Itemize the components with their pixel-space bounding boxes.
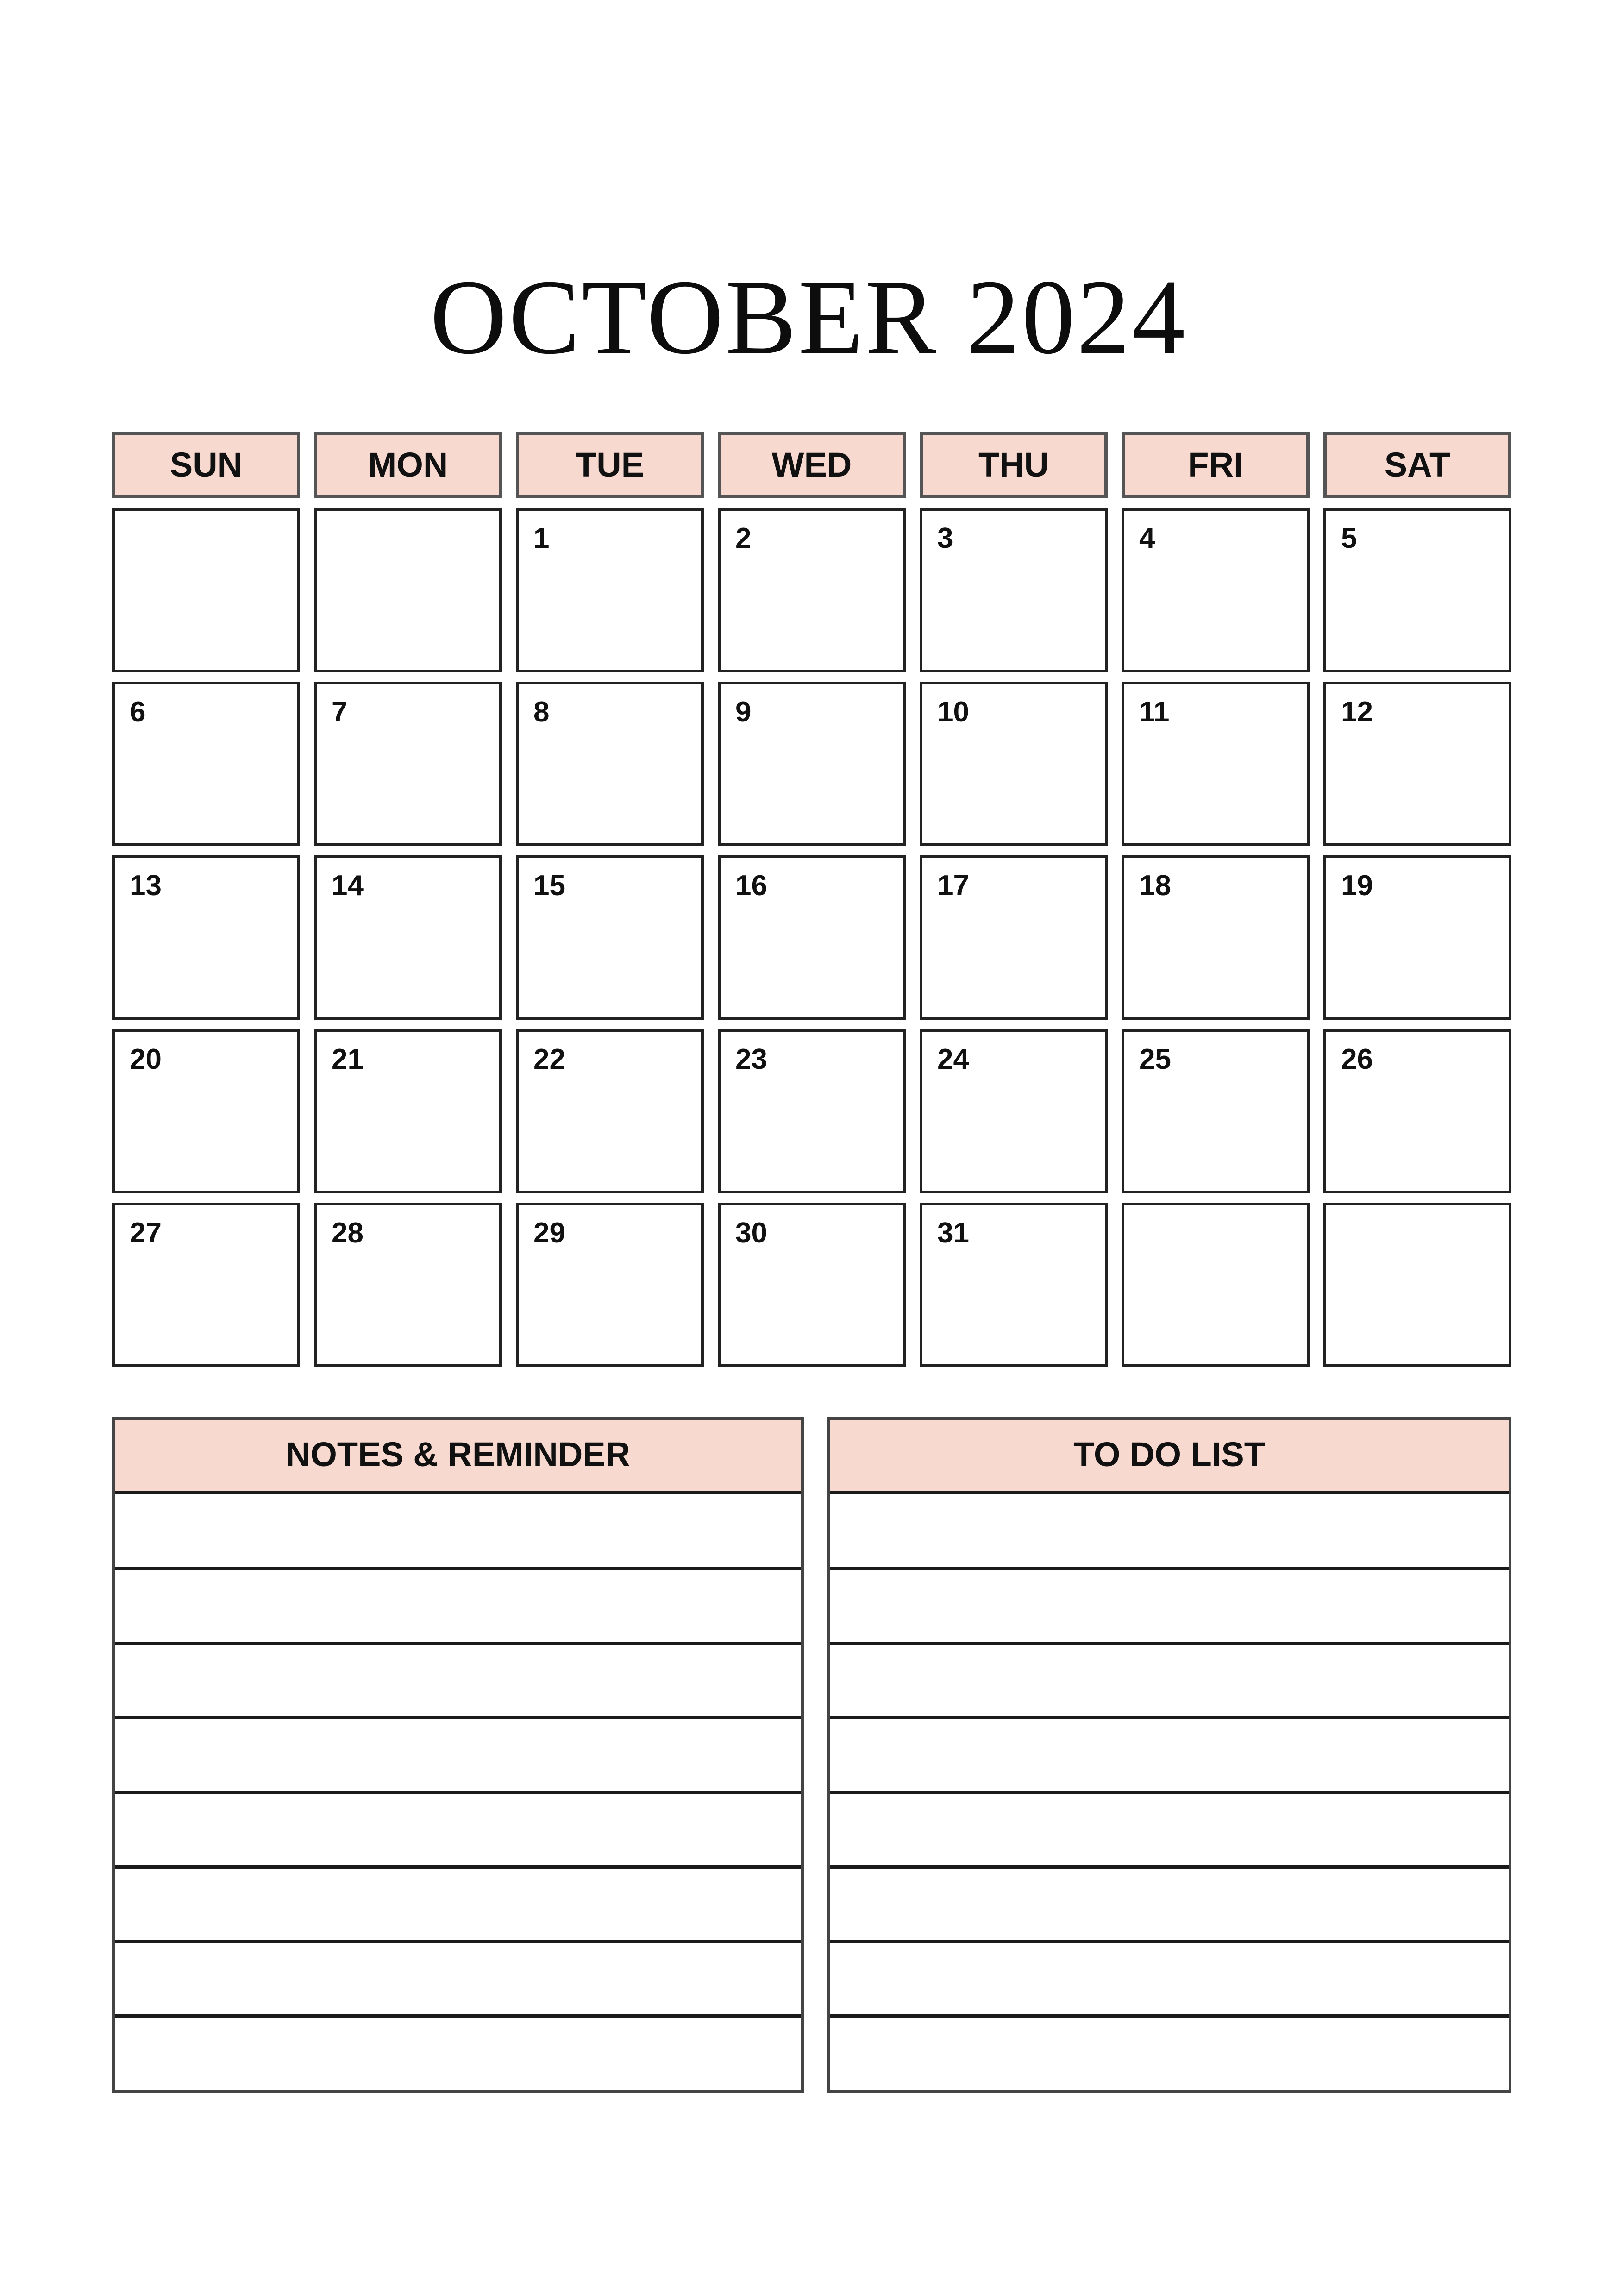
day-number: 15 [533,870,565,902]
notes-header: NOTES & REMINDER [115,1420,801,1494]
day-cell[interactable] [1323,1203,1511,1367]
day-number: 13 [130,870,162,902]
day-number: 29 [533,1217,565,1249]
day-cell[interactable] [314,682,502,846]
day-cell[interactable] [718,855,906,1020]
notes-line[interactable] [115,2014,801,2018]
day-number: 18 [1139,870,1171,902]
day-number: 8 [533,696,550,728]
day-cell[interactable] [314,1029,502,1193]
day-cell[interactable] [1323,855,1511,1020]
todo-line[interactable] [830,1716,1509,1719]
day-cell[interactable] [112,1029,300,1193]
day-cell[interactable] [1122,855,1310,1020]
day-cell[interactable] [920,1203,1108,1367]
day-cell[interactable] [718,508,906,672]
day-cell[interactable] [920,508,1108,672]
day-number: 30 [735,1217,767,1249]
day-cell[interactable] [1122,1203,1310,1367]
day-cell[interactable] [516,508,704,672]
notes-line[interactable] [115,1791,801,1794]
day-cell[interactable] [314,508,502,672]
day-number: 7 [332,696,348,728]
todo-line[interactable] [830,1865,1509,1869]
weekday-header: MON [314,432,502,498]
day-number: 17 [937,870,969,902]
day-cell[interactable] [314,855,502,1020]
notes-line[interactable] [115,1642,801,1645]
todo-line[interactable] [830,1567,1509,1570]
notes-line[interactable] [115,1567,801,1570]
day-number: 14 [332,870,364,902]
day-cell[interactable] [1122,508,1310,672]
day-number: 20 [130,1043,162,1075]
day-number: 25 [1139,1043,1171,1075]
day-cell[interactable] [516,682,704,846]
weekday-header: TUE [516,432,704,498]
day-number: 12 [1341,696,1373,728]
notes-panel [112,1417,804,2093]
todo-panel [827,1417,1511,2093]
day-cell[interactable] [112,508,300,672]
day-number: 5 [1341,522,1357,554]
day-cell[interactable] [1122,1029,1310,1193]
weekday-header: FRI [1122,432,1310,498]
todo-line[interactable] [830,1940,1509,1943]
day-cell[interactable] [516,1203,704,1367]
weekday-header: SAT [1323,432,1511,498]
notes-line[interactable] [115,1940,801,1943]
notes-line[interactable] [115,1865,801,1869]
day-number: 28 [332,1217,364,1249]
day-number: 2 [735,522,752,554]
todo-line[interactable] [830,2014,1509,2018]
day-cell[interactable] [314,1203,502,1367]
day-number: 6 [130,696,146,728]
day-cell[interactable] [516,1029,704,1193]
day-number: 1 [533,522,550,554]
day-number: 27 [130,1217,162,1249]
day-number: 21 [332,1043,364,1075]
page-title: OCTOBER 2024 [430,258,1187,376]
day-number: 26 [1341,1043,1373,1075]
day-number: 3 [937,522,953,554]
day-cell[interactable] [1323,508,1511,672]
day-cell[interactable] [718,682,906,846]
day-cell[interactable] [920,855,1108,1020]
day-cell[interactable] [718,1029,906,1193]
day-number: 31 [937,1217,969,1249]
day-number: 23 [735,1043,767,1075]
weekday-header: SUN [112,432,300,498]
day-cell[interactable] [112,682,300,846]
weekday-header: THU [920,432,1108,498]
day-cell[interactable] [112,1203,300,1367]
day-number: 19 [1341,870,1373,902]
day-cell[interactable] [718,1203,906,1367]
day-cell[interactable] [920,682,1108,846]
day-cell[interactable] [1122,682,1310,846]
day-number: 16 [735,870,767,902]
day-number: 9 [735,696,752,728]
day-number: 11 [1139,696,1170,728]
day-number: 24 [937,1043,969,1075]
todo-header: TO DO LIST [830,1420,1509,1494]
day-number: 10 [937,696,969,728]
day-cell[interactable] [1323,682,1511,846]
day-cell[interactable] [112,855,300,1020]
day-number: 4 [1139,522,1155,554]
notes-line[interactable] [115,1716,801,1719]
todo-line[interactable] [830,1642,1509,1645]
day-cell[interactable] [920,1029,1108,1193]
day-cell[interactable] [516,855,704,1020]
weekday-header: WED [718,432,906,498]
todo-line[interactable] [830,1791,1509,1794]
day-cell[interactable] [1323,1029,1511,1193]
day-number: 22 [533,1043,565,1075]
